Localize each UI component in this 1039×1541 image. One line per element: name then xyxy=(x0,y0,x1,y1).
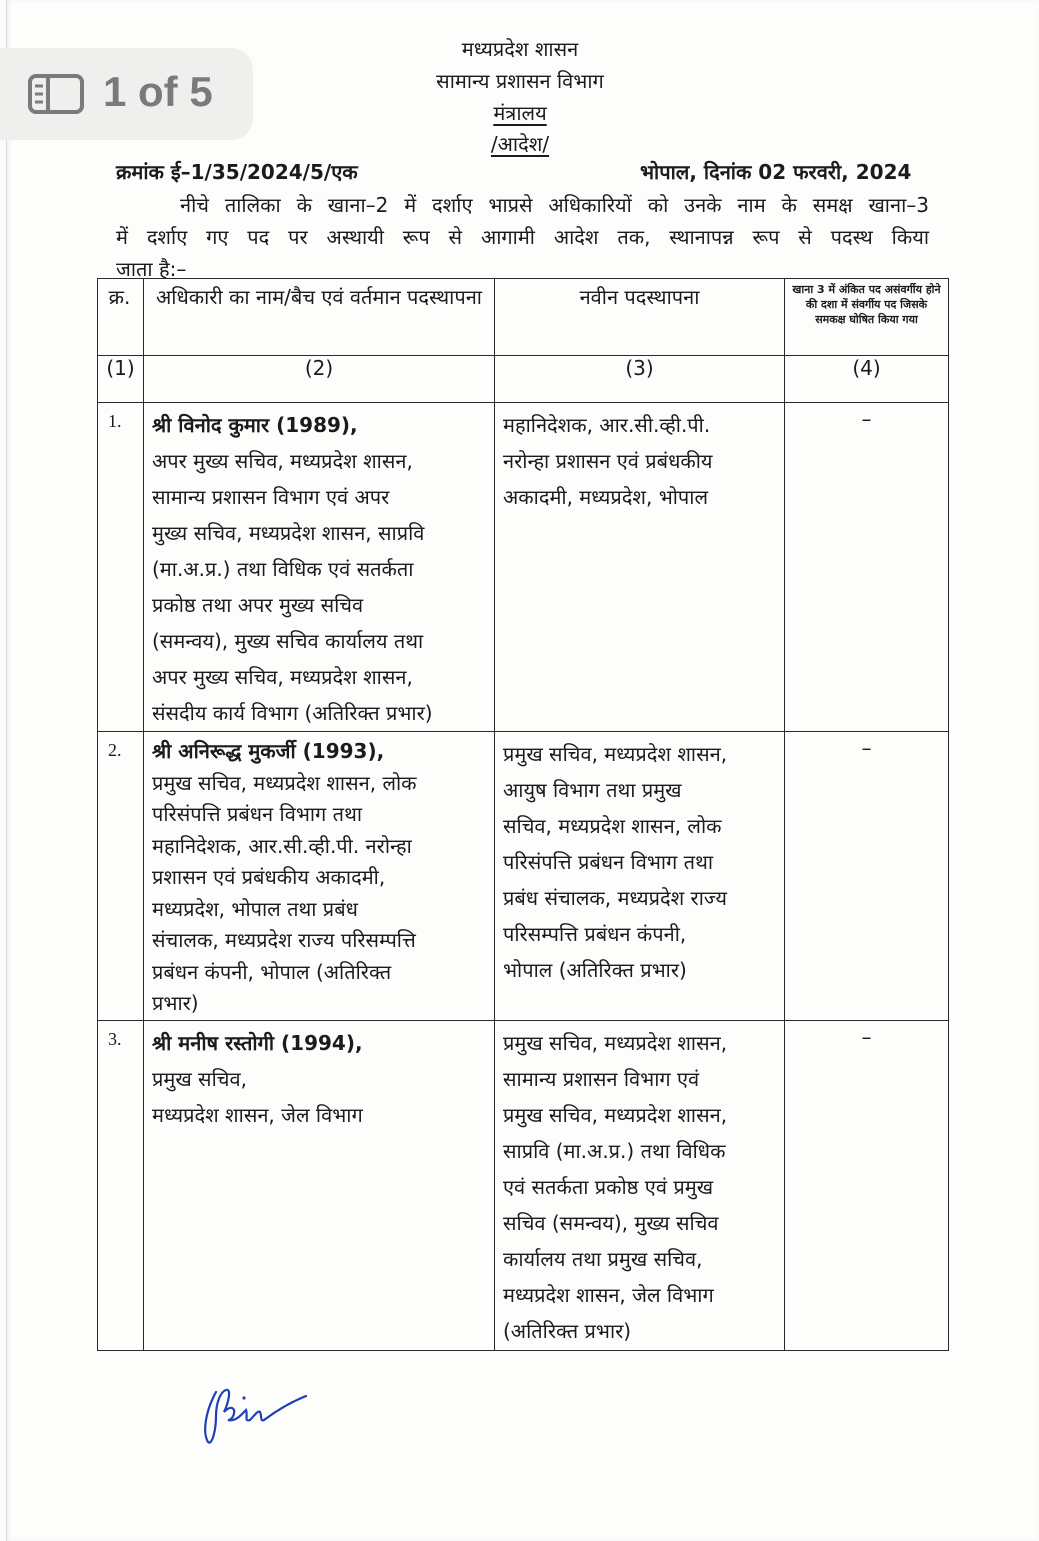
table-row xyxy=(98,1020,949,1350)
intro-line: नीचे तालिका के खाना–2 में दर्शाए भाप्रसे अधिकारियों को उनके नाम के समक्ष खाना–3 xyxy=(180,193,929,217)
header-government: मध्यप्रदेश शासन xyxy=(461,37,579,61)
new-posting-line: सचिव, मध्यप्रदेश शासन, लोक xyxy=(503,814,722,838)
new-posting-cell xyxy=(495,732,785,1021)
equivalent-post: – xyxy=(861,1024,872,1049)
page-list-icon xyxy=(28,74,84,114)
column-number: (1) xyxy=(98,356,144,403)
current-posting-line: संचालक, मध्यप्रदेश राज्य परिसम्पत्ति xyxy=(152,928,416,952)
serial-number: 2. xyxy=(108,740,122,760)
officer-name: श्री मनीष रस्तोगी (1994), xyxy=(152,1030,363,1055)
current-posting-line: संसदीय कार्य विभाग (अतिरिक्त प्रभार) xyxy=(152,701,433,725)
current-posting-line: अपर मुख्य सचिव, मध्यप्रदेश शासन, xyxy=(152,449,413,473)
new-posting-line: परिसम्पत्ति प्रबंधन कंपनी, xyxy=(503,922,687,946)
new-posting-line: प्रमुख सचिव, मध्यप्रदेश शासन, xyxy=(503,1030,728,1055)
current-posting-line: प्रशासन एवं प्रबंधकीय अकादमी, xyxy=(152,865,386,889)
header-ministry: मंत्रालय xyxy=(493,101,547,125)
current-posting-line: सामान्य प्रशासन विभाग एवं अपर xyxy=(152,485,390,509)
new-posting-line: साप्रवि (मा.अ.प्र.) तथा विधिक xyxy=(503,1138,726,1163)
equivalent-post: – xyxy=(861,407,872,431)
serial-number: 1. xyxy=(108,411,122,431)
new-posting-line: सामान्य प्रशासन विभाग एवं xyxy=(503,1066,700,1091)
new-posting-line: एवं सतर्कता प्रकोष्ठ एवं प्रमुख xyxy=(503,1174,714,1199)
current-posting-line: अपर मुख्य सचिव, मध्यप्रदेश शासन, xyxy=(152,665,413,689)
equivalent-cell xyxy=(785,403,949,732)
equivalent-cell xyxy=(785,1020,949,1350)
handwritten-signature xyxy=(198,1370,308,1450)
serial-cell xyxy=(98,732,144,1021)
current-posting-line: (समन्वय), मुख्य सचिव कार्यालय तथा xyxy=(152,629,424,653)
header-order: /आदेश/ xyxy=(490,132,550,156)
current-posting-line: (मा.अ.प्र.) तथा विधिक एवं सतर्कता xyxy=(152,557,414,581)
current-posting-line: प्रबंधन कंपनी, भोपाल (अतिरिक्त xyxy=(152,959,392,984)
serial-cell xyxy=(98,1020,144,1350)
new-posting-line: परिसंपत्ति प्रबंधन विभाग तथा xyxy=(503,850,714,874)
new-posting-line: कार्यालय तथा प्रमुख सचिव, xyxy=(503,1246,703,1271)
serial-number: 3. xyxy=(108,1028,122,1049)
order-place-date: भोपाल, दिनांक 02 फरवरी, 2024 xyxy=(640,160,912,184)
new-posting-line: आयुष विभाग तथा प्रमुख xyxy=(503,778,682,802)
new-posting-cell xyxy=(495,403,785,732)
new-posting-line: प्रबंध संचालक, मध्यप्रदेश राज्य xyxy=(503,886,727,910)
new-posting-line: महानिदेशक, आर.सी.व्ही.पी. xyxy=(503,413,711,437)
officer-cell xyxy=(144,1020,495,1350)
header-officer: अधिकारी का नाम/बैच एवं वर्तमान पदस्थापना xyxy=(144,279,495,356)
column-number-row xyxy=(98,356,949,403)
header-serial: क्र. xyxy=(98,279,144,356)
header-ministry-wrap xyxy=(300,99,740,126)
new-posting-line: प्रमुख सचिव, मध्यप्रदेश शासन, xyxy=(503,1102,728,1127)
officer-name: श्री विनोद कुमार (1989), xyxy=(152,413,358,437)
header-new-posting: नवीन पदस्थापना xyxy=(495,279,785,356)
header-order-wrap xyxy=(300,130,740,157)
serial-cell xyxy=(98,403,144,732)
officer-name: श्री अनिरूद्ध मुकर्जी (1993), xyxy=(152,739,385,763)
posting-table xyxy=(97,278,949,1351)
table-header-row xyxy=(98,279,949,356)
new-posting-line: (अतिरिक्त प्रभार) xyxy=(503,1318,632,1343)
new-posting-cell xyxy=(495,1020,785,1350)
current-posting-line: मध्यप्रदेश, भोपाल तथा प्रबंध xyxy=(152,896,358,921)
page-indicator-chip[interactable] xyxy=(0,48,253,140)
current-posting-line: प्रमुख सचिव, मध्यप्रदेश शासन, लोक xyxy=(152,770,417,795)
equivalent-post: – xyxy=(861,736,872,760)
column-number: (3) xyxy=(495,356,785,403)
intro-line: जाता है:– xyxy=(116,257,187,281)
header-department: सामान्य प्रशासन विभाग xyxy=(436,69,604,93)
new-posting-line: मध्यप्रदेश शासन, जेल विभाग xyxy=(503,1282,714,1307)
equivalent-cell xyxy=(785,732,949,1021)
current-posting-line: मुख्य सचिव, मध्यप्रदेश शासन, साप्रवि xyxy=(152,521,425,545)
officer-cell xyxy=(144,732,495,1021)
new-posting-line: प्रमुख सचिव, मध्यप्रदेश शासन, xyxy=(503,742,728,766)
current-posting-line: प्रभार) xyxy=(152,991,199,1015)
new-posting-line: भोपाल (अतिरिक्त प्रभार) xyxy=(503,958,687,982)
current-posting-line: मध्यप्रदेश शासन, जेल विभाग xyxy=(152,1102,363,1127)
order-intro xyxy=(116,189,929,285)
current-posting-line: प्रमुख सचिव, xyxy=(152,1066,247,1091)
page-indicator-text: 1 of 5 xyxy=(103,68,213,115)
new-posting-line: सचिव (समन्वय), मुख्य सचिव xyxy=(503,1210,719,1235)
current-posting-line: प्रकोष्ठ तथा अपर मुख्य सचिव xyxy=(152,593,364,617)
current-posting-line: महानिदेशक, आर.सी.व्ही.पी. नरोन्हा xyxy=(152,833,412,858)
new-posting-line: नरोन्हा प्रशासन एवं प्रबंधकीय xyxy=(503,449,713,473)
new-posting-line: अकादमी, मध्यप्रदेश, भोपाल xyxy=(503,485,709,509)
table-row xyxy=(98,403,949,732)
intro-line: में दर्शाए गए पद पर अस्थायी रूप से आगामी आदेश तक, स्थानापन्न रूप से पदस्थ किया xyxy=(116,225,929,249)
header-equivalent-post: खाना 3 में अंकित पद असंवर्गीय होने की दशा में संवर्गीय पद जिसके समकक्ष घोषित किया गया xyxy=(785,279,949,356)
officer-cell xyxy=(144,403,495,732)
column-number: (4) xyxy=(785,356,949,403)
column-number: (2) xyxy=(144,356,495,403)
order-reference-number: क्रमांक ई–1/35/2024/5/एक xyxy=(116,160,358,184)
current-posting-line: परिसंपत्ति प्रबंधन विभाग तथा xyxy=(152,802,363,826)
table-row xyxy=(98,732,949,1021)
